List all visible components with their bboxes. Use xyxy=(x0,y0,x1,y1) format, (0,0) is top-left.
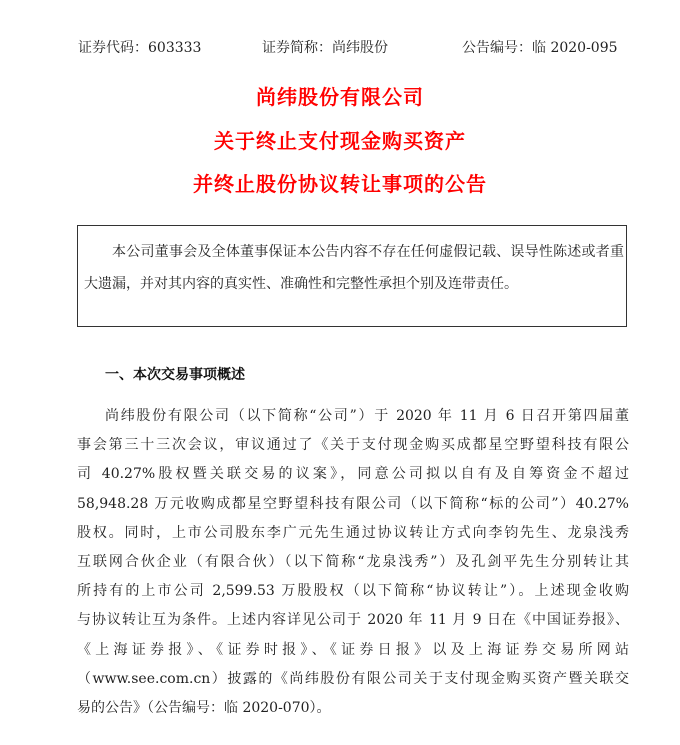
paragraph-line: 《上海证券报》、《证券时报》、《证券日报》以及上海证券交易所网站 xyxy=(77,641,629,658)
paragraph-line: 所持有的上市公司 2,599.53 万股股权（以下简称“协议转让”）。上述现金收购 xyxy=(77,583,629,600)
board-guarantee-text: 本公司董事会及全体董事保证本公告内容不存在任何虚假记载、误导性陈述或者重大遗漏，并对其内容的真实性、准确性和完整性承担个别及连带责任。 xyxy=(84,244,624,292)
paragraph-line: 尚纬股份有限公司（以下简称“公司”）于 2020 年 11 月 6 日召开第四届董 xyxy=(105,408,629,424)
paragraph-line: （www.see.com.cn）披露的《尚纬股份有限公司关于支付现金购买资产暨关联交 xyxy=(77,670,629,687)
company-title: 尚纬股份有限公司 xyxy=(256,85,424,109)
document-header xyxy=(0,38,680,58)
announcement-title-line-2: 并终止股份协议转让事项的公告 xyxy=(193,172,487,196)
paragraph-line: 互联网合伙企业（有限合伙）（以下简称“龙泉浅秀”）及孔剑平先生分别转让其 xyxy=(77,553,629,570)
paragraph-line: 事会第三十三次会议，审议通过了《关于支付现金购买成都星空野望科技有限公 xyxy=(77,437,629,454)
stock-code: 证券代码：603333 xyxy=(78,40,202,56)
paragraph-line: 与协议转让互为条件。上述内容详见公司于 2020 年 11 月 9 日在《中国证券报》、 xyxy=(77,612,629,629)
board-guarantee-notice-box xyxy=(77,225,627,327)
paragraph-line: 易的公告》（公告编号：临 2020-070）。 xyxy=(77,699,331,716)
paragraph-line: 58,948.28 万元收购成都星空野望科技有限公司（以下简称“标的公司”）40.27% xyxy=(77,495,629,512)
transaction-overview-paragraph xyxy=(77,402,629,723)
paragraph-line: 司 40.27%股权暨关联交易的议案》，同意公司拟以自有及自筹资金不超过 xyxy=(77,466,629,483)
announcement-title-line-1: 关于终止支付现金购买资产 xyxy=(214,129,466,153)
paragraph-line: 股权。同时，上市公司股东李广元先生通过协议转让方式向李钧先生、龙泉浅秀 xyxy=(77,524,629,541)
stock-short-name: 证券简称：尚纬股份 xyxy=(262,40,388,56)
announcement-number: 公告编号：临 2020-095 xyxy=(462,40,618,56)
section-heading-transaction-overview: 一、本次交易事项概述 xyxy=(105,367,245,383)
